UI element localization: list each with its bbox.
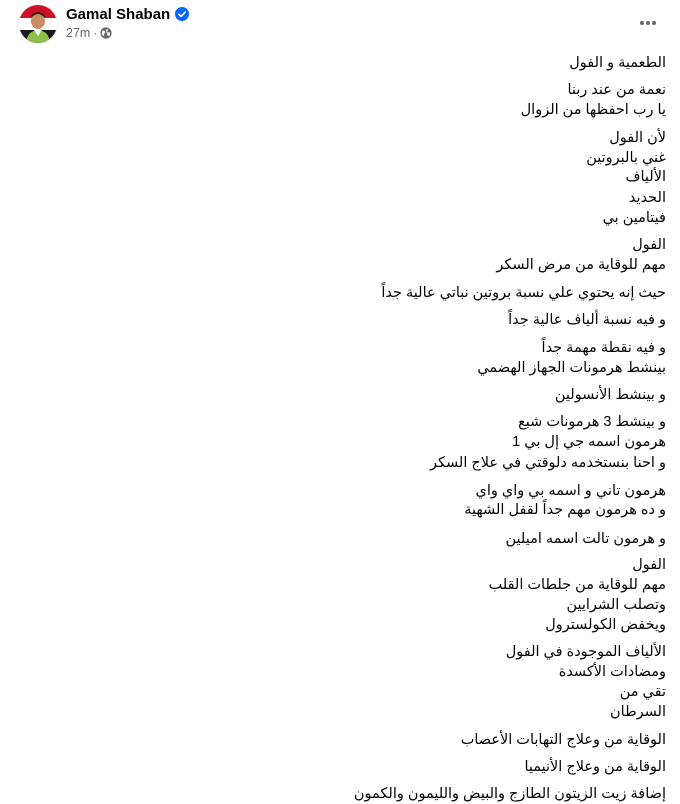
post-line: ويخفض الكولسترول [545,617,666,633]
post-line: حيث إنه يحتوي علي نسبة بروتين نباتي عالية جداً [381,285,666,301]
post-line: الطعمية و الفول [569,55,666,71]
post-line: هرمون اسمه جي إل بي 1 [512,434,666,450]
post-line: الفول [632,237,666,253]
author-name[interactable]: Gamal Shaban [66,5,171,23]
post-line: الألياف الموجودة في الفول [505,644,666,660]
post-line: ومضادات الأكسدة [558,664,666,680]
post-line: و ده هرمون مهم جداً لقفل الشهية [464,502,666,518]
post-line: الوقاية من وعلاج الأنيميا [524,759,666,775]
post-line: الوقاية من وعلاج التهابات الأعصاب [460,732,666,748]
post-line: الحديد [628,190,666,206]
post-line: وتصلب الشرايين [566,597,666,613]
post-line: بينشط هرمونات الجهاز الهضمي [477,360,666,376]
post-line: السرطان [610,704,666,720]
post-line: و فيه نقطة مهمة جداً [541,340,666,356]
post-line: لأن الفول [609,130,666,146]
post-line: و هرمون تالت اسمه اميلين [505,531,666,547]
post-line: الفول [632,557,666,573]
post-line: و احنا بنستخدمه دلوقتي في علاج السكر [429,455,666,471]
post-line: مهم للوقاية من مرض السكر [496,257,666,273]
post-line: و فيه نسبة ألياف عالية جداً [508,312,666,328]
post-line: و بينشط 3 هرمونات شبع [518,414,666,430]
meta-separator: · [93,26,98,40]
post-line: الألياف [625,169,666,185]
post-line: مهم للوقاية من جلطات القلب [488,577,666,593]
post-line: يا رب احفظها من الزوال [520,102,666,118]
post-line: غني بالبروتين [586,150,666,166]
post-line: و بينشط الأنسولين [554,387,666,403]
post-line: إضافة زيت الزيتون الطازج والبيض والليمون والكمون [353,786,666,802]
post-time[interactable]: 27m [66,26,91,40]
post-line: فيتامين بي [602,210,666,226]
post-line: نعمة من عند ربنا [567,82,666,98]
post-line: تقي من [619,684,666,700]
post-line: هرمون تاني و اسمه بي واي واي [475,483,666,499]
